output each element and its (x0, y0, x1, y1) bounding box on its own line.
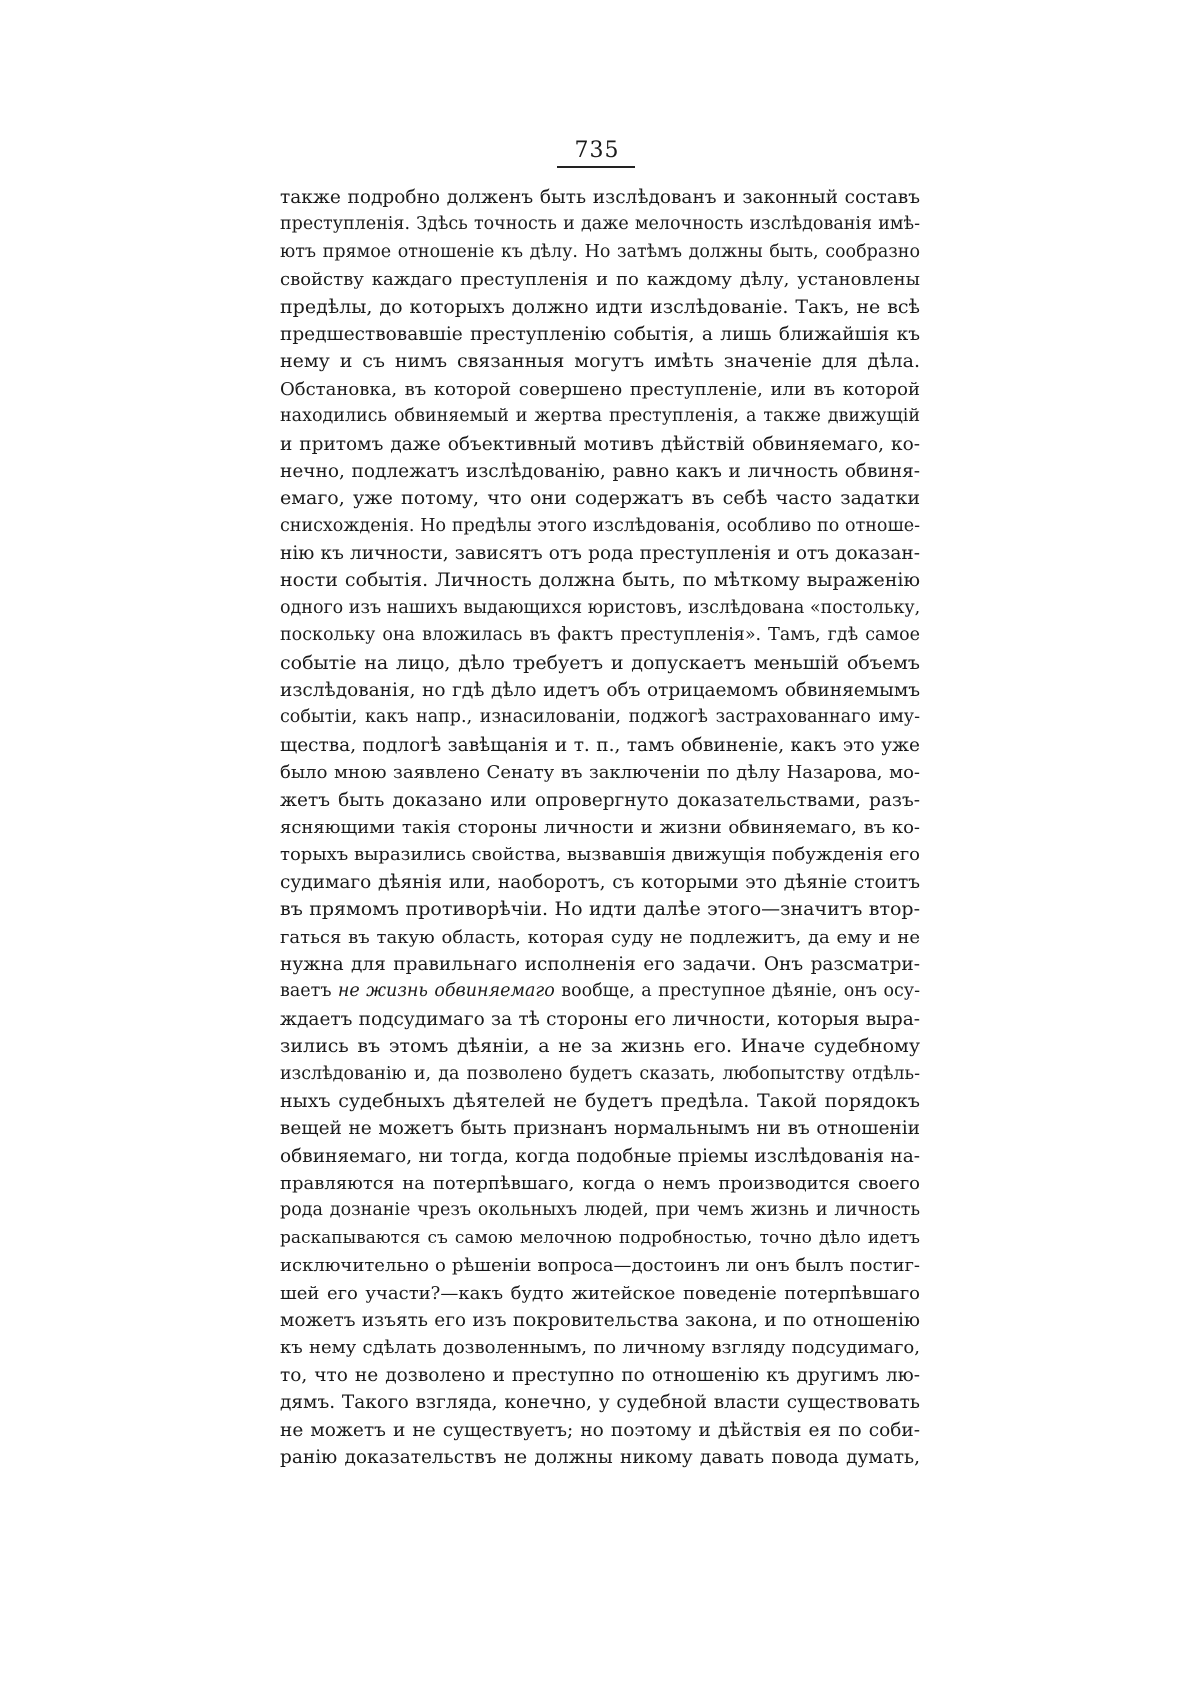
text-line: предѣлы, до которыхъ должно идти изслѣдованіе. Такъ, не всѣ (280, 295, 920, 318)
text-line: нужна для правильнаго исполненія его задачи. Онъ разсматри- (280, 953, 920, 975)
text-line: изслѣдованію и, да позволено будетъ сказать, любопытству отдѣль- (280, 1063, 920, 1084)
text-line: шей его участи?—какъ будто житейское поведеніе потерпѣвшаго (280, 1282, 920, 1304)
body-text (280, 184, 920, 1471)
text-line: дямъ. Такого взгляда, конечно, у судебной власти существовать (280, 1392, 920, 1414)
text-line: можетъ изъять его изъ покровительства закона, и по отношенію (280, 1310, 920, 1332)
text-line: ютъ прямое отношеніе къ дѣлу. Но затѣмъ должны быть, сообразно (280, 241, 920, 262)
text-line: ности событія. Личность должна быть, по мѣткому выраженію (280, 569, 920, 592)
text-line: было мною заявлено Сенату въ заключеніи по дѣлу Назарова, мо- (280, 762, 920, 784)
emphasized-text: не жизнь обвиняемаго (337, 981, 555, 1002)
text-line: и притомъ даже объективный мотивъ дѣйствій обвиняемаго, ко- (280, 433, 920, 455)
text-line: исключительно о рѣшеніи вопроса—достоинъ ли онъ былъ постиг- (280, 1255, 920, 1277)
text-line: Обстановка, въ которой совершено преступленіе, или въ которой (280, 378, 920, 400)
text-line: торыхъ выразились свойства, вызвавшія движущія побужденія его (280, 844, 920, 866)
text-line: судимаго дѣянія или, наоборотъ, съ которыми это дѣяніе стоитъ (280, 871, 920, 893)
text-line: емаго, уже потому, что они содержатъ въ себѣ часто задатки (280, 487, 920, 510)
text-line: въ прямомъ противорѣчіи. Но идти далѣе этого—значитъ втор- (280, 898, 920, 921)
text-line: преступленія. Здѣсь точность и даже мелочность изслѣдованія имѣ- (280, 214, 920, 235)
text-line: событіе на лицо, дѣло требуетъ и допускаетъ меньшій объемъ (280, 651, 920, 674)
text-line: рода дознаніе чрезъ окольныхъ людей, при чемъ жизнь и личность (280, 1200, 920, 1221)
text-line: гаться въ такую область, которая суду не подлежитъ, да ему и не (280, 926, 920, 948)
text-line: нію къ личности, зависятъ отъ рода преступленія и отъ доказан- (280, 543, 920, 565)
text-line: къ нему сдѣлать дозволеннымъ, по личному взгляду подсудимаго, (280, 1337, 920, 1359)
text-line: раскапываются съ самою мелочною подробностью, точно дѣло идетъ (280, 1227, 920, 1248)
text-line: снисхожденія. Но предѣлы этого изслѣдованія, особливо по отноше- (280, 515, 920, 536)
text-line: жетъ быть доказано или опровергнуто доказательствами, разъ- (280, 789, 920, 811)
text-line: ждаетъ подсудимаго за тѣ стороны его личности, которыя выра- (280, 1008, 920, 1030)
text-line: находились обвиняемый и жертва преступленія, а также движущій (280, 406, 920, 427)
text-line (280, 978, 920, 1005)
text-line: ныхъ судебныхъ дѣятелей не будетъ предѣла. Такой порядокъ (280, 1089, 920, 1112)
text-line: ясняющими такія стороны личности и жизни обвиняемаго, въ ко- (280, 816, 920, 838)
page-number-rule (557, 166, 635, 168)
text-line: то, что не дозволено и преступно по отношенію къ другимъ лю- (280, 1364, 920, 1386)
text-line: событіи, какъ напр., изнасилованіи, поджогѣ застрахованнаго иму- (280, 707, 920, 728)
text-line: не можетъ и не существуетъ; но поэтому и дѣйствія ея по соби- (280, 1419, 920, 1441)
text-line: правляются на потерпѣвшаго, когда о немъ производится своего (280, 1173, 920, 1195)
text-run: вообще, а преступное дѣяніе, онъ осу- (554, 981, 920, 1002)
text-line: поскольку она вложилась въ фактъ преступленія». Тамъ, гдѣ самое (280, 625, 920, 646)
text-line: щества, подлогѣ завѣщанія и т. п., тамъ обвиненіе, какъ это уже (280, 734, 920, 756)
text-line: также подробно долженъ быть изслѣдованъ и законный составъ (280, 187, 920, 208)
text-line: зились въ этомъ дѣяніи, а не за жизнь его. Иначе судебному (280, 1035, 920, 1058)
text-line: одного изъ нашихъ выдающихся юристовъ, изслѣдована «постольку, (280, 597, 920, 618)
text-line: вещей не можетъ быть признанъ нормальнымъ ни въ отношеніи (280, 1118, 920, 1140)
text-line: обвиняемаго, ни тогда, когда подобные пріемы изслѣдованія на- (280, 1145, 920, 1167)
text-line: ранію доказательствъ не должны никому давать повода думать, (280, 1446, 920, 1468)
page-number: 735 (574, 138, 620, 163)
text-line: нему и съ нимъ связанныя могутъ имѣть значеніе для дѣла. (280, 350, 920, 373)
text-run: ваетъ (280, 981, 338, 1002)
text-line: нечно, подлежатъ изслѣдованію, равно какъ и личность обвиня- (280, 460, 920, 482)
text-line: предшествовавшіе преступленію событія, а лишь ближайшія къ (280, 323, 920, 345)
text-line: свойству каждаго преступленія и по каждому дѣлу, установлены (280, 269, 920, 291)
text-line: изслѣдованія, но гдѣ дѣло идетъ объ отрицаемомъ обвиняемымъ (280, 680, 920, 702)
